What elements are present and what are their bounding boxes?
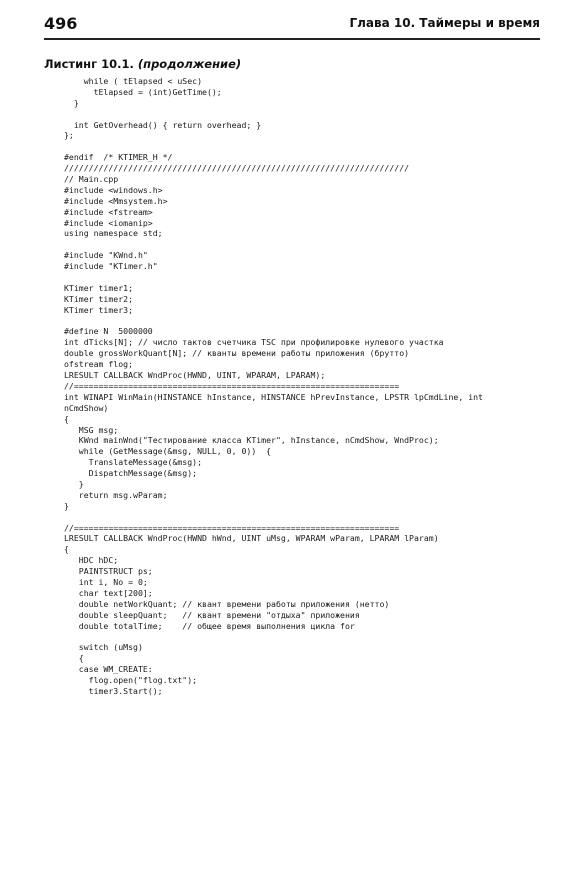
code-line: while ( tElapsed < uSec) (64, 76, 203, 86)
code-line: flog.open("flog.txt"); (64, 674, 198, 685)
code-line: #include <fstream> (64, 206, 153, 217)
code-line: double sleepQuant; // квант времени "отдыха" приложения (64, 609, 360, 620)
code-line: int WINAPI WinMain(HINSTANCE hInstance, HINSTANCE hPrevInstance, LPSTR lpCmdLine, int (64, 391, 483, 402)
code-line: //================================================================== (64, 522, 400, 533)
code-line: { (64, 544, 69, 555)
code-line: double grossWorkQuant[N]; // кванты времени работы приложения (брутто) (64, 348, 410, 359)
code-line: using namespace std; (64, 228, 163, 239)
page-number: 496 (44, 14, 78, 33)
code-line: // Main.cpp (64, 174, 119, 185)
code-line: #include "KTimer.h" (64, 261, 158, 272)
code-line: }; (64, 130, 74, 141)
code-line (64, 141, 540, 152)
code-line: int GetOverhead() { return overhead; } (64, 119, 262, 130)
code-line: double netWorkQuant; // квант времени работы приложения (нетто) (64, 598, 390, 609)
code-line: PAINTSTRUCT ps; (64, 566, 153, 577)
code-line: char text[200]; (64, 587, 153, 598)
code-line: } (64, 97, 79, 108)
code-line: int dTicks[N]; // число тактов счетчика TSC при профилировке нулевого участка (64, 337, 444, 348)
listing-title (44, 57, 241, 71)
code-line: LRESULT CALLBACK WndProc(HWND hWnd, UINT uMsg, WPARAM wParam, LPARAM lParam) (64, 533, 439, 544)
code-line: nCmdShow) (64, 402, 109, 413)
code-line: #include <windows.h> (64, 184, 163, 195)
code-line: } (64, 478, 84, 489)
code-listing (64, 76, 540, 697)
code-line: ////////////////////////////////////////////////////////////////////// (64, 163, 410, 174)
code-line: //================================================================== (64, 380, 400, 391)
code-line: KWnd mainWnd("Тестирование класса KTimer", hInstance, nCmdShow, WndProc); (64, 435, 439, 446)
code-line (64, 631, 540, 642)
chapter-title: Глава 10. Таймеры и время (349, 16, 540, 30)
listing-continuation: (продолжение) (137, 57, 242, 71)
code-line (64, 272, 540, 283)
code-line: { (64, 413, 69, 424)
code-line: KTimer timer3; (64, 304, 134, 315)
code-line: switch (uMsg) (64, 642, 143, 653)
code-line (64, 239, 540, 250)
code-line (64, 109, 540, 120)
code-line: return msg.wParam; (64, 489, 168, 500)
code-line (64, 316, 540, 327)
code-line: int i, No = 0; (64, 576, 148, 587)
code-line: { (64, 653, 84, 664)
code-line: case WM_CREATE: (64, 664, 153, 675)
code-line: tElapsed = (int)GetTime(); (64, 86, 222, 97)
code-line: TranslateMessage(&msg); (64, 457, 203, 468)
code-line: #define N 5000000 (64, 326, 153, 337)
code-line: MSG msg; (64, 424, 119, 435)
code-line: HDC hDC; (64, 555, 119, 566)
code-line: KTimer timer2; (64, 293, 134, 304)
code-line: DispatchMessage(&msg); (64, 468, 198, 479)
code-line: #endif /* KTIMER_H */ (64, 152, 173, 163)
code-line: #include <Mmsystem.h> (64, 195, 168, 206)
code-line: double totalTime; // общее время выполнения цикла for (64, 620, 355, 631)
code-line: while (GetMessage(&msg, NULL, 0, 0)) { (64, 446, 272, 457)
listing-number: Листинг 10.1. (44, 57, 134, 71)
code-line: KTimer timer1; (64, 282, 134, 293)
code-line: timer3.Start(); (64, 685, 163, 696)
code-line: } (64, 500, 69, 511)
code-line: LRESULT CALLBACK WndProc(HWND, UINT, WPARAM, LPARAM); (64, 370, 326, 381)
code-line (64, 512, 540, 523)
code-line: #include <iomanip> (64, 217, 153, 228)
code-line: #include "KWnd.h" (64, 250, 148, 261)
code-line: ofstream flog; (64, 359, 134, 370)
header-rule (44, 38, 540, 40)
